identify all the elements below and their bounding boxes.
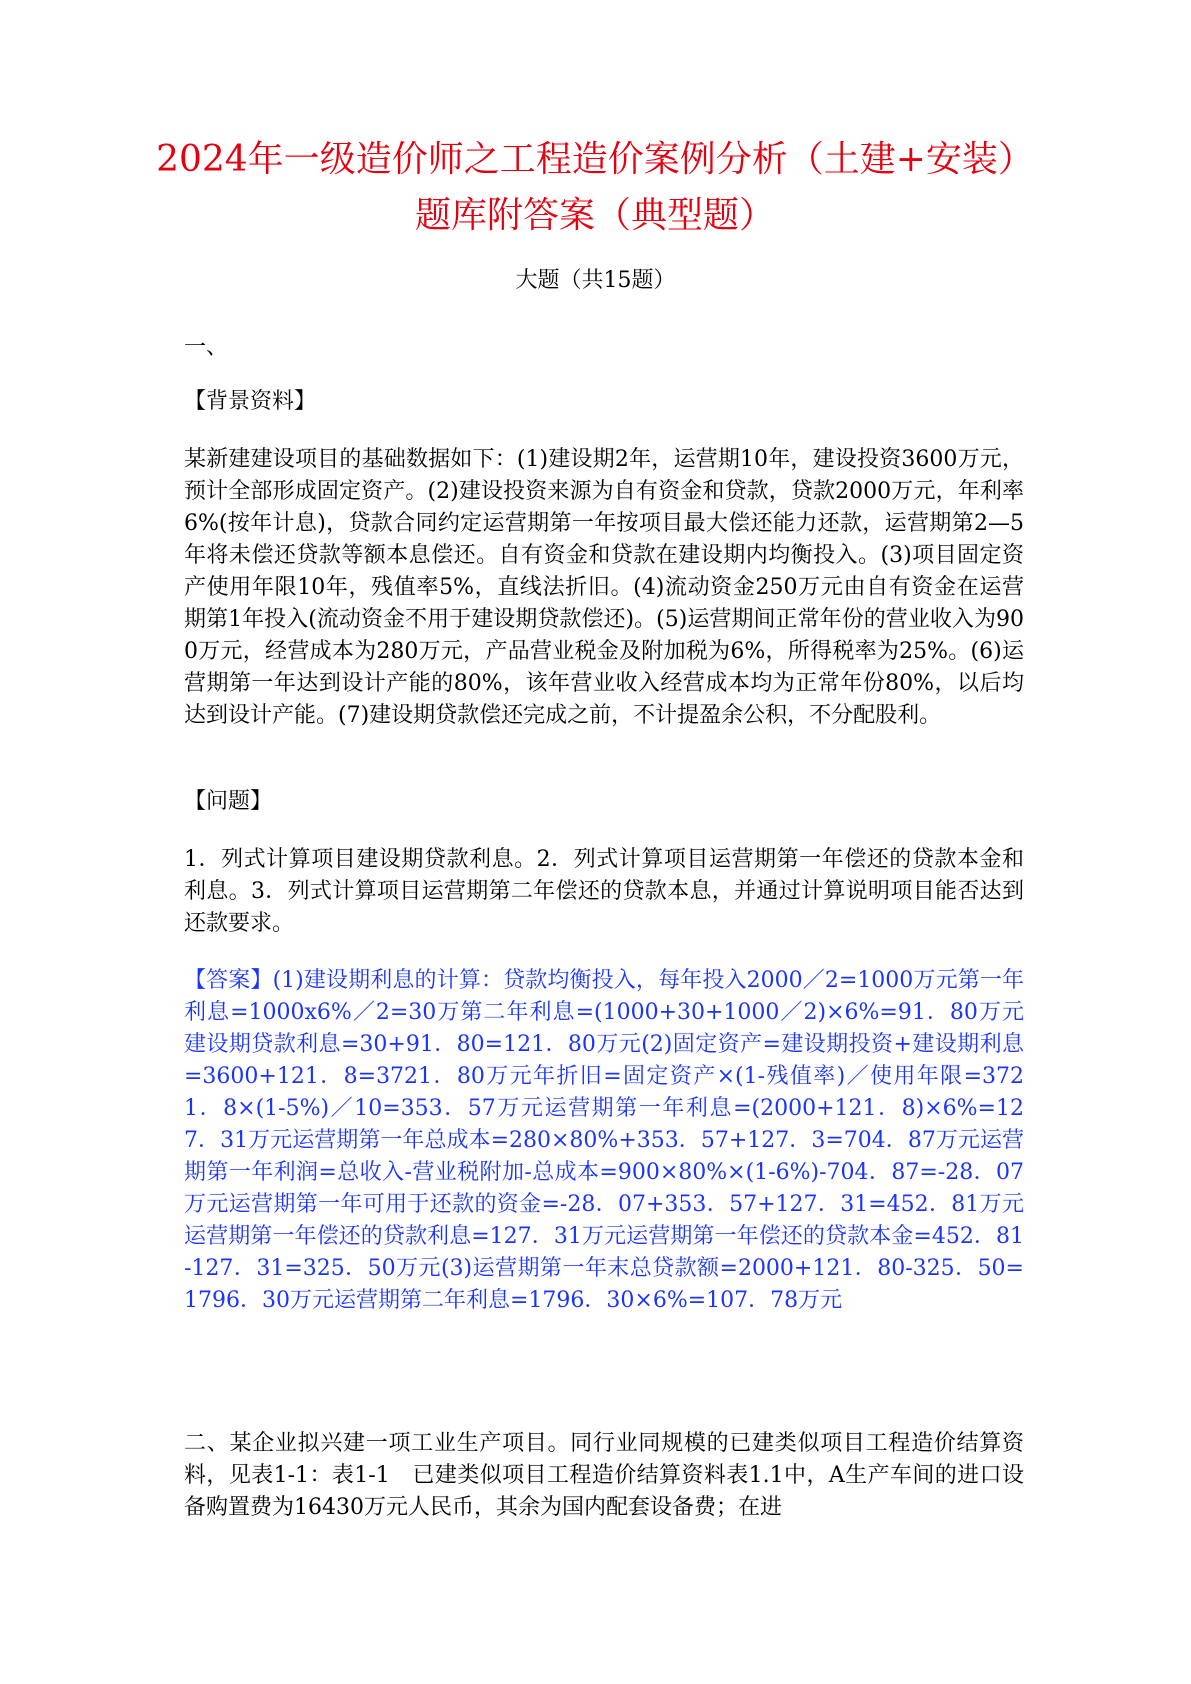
answer-text: (1)建设期利息的计算：贷款均衡投入，每年投入2000／2=1000万元第一年利息=1000x6%／2=30万第二年利息=(1000+30+1000／2)×6%=91．80万元建设期贷款利息=30+91．80=121．80万元(2)固定资产=建设期投资+建设期利息=3600+121．8=3721．80万元年折旧=固定资产×(1-残值率)／使用年限=3721．8×(1-5%)／10=353．57万元运营期第一年利息=(2000+121．8)×6%=127．31万元运营期第一年总成本=280×80%+353．57+127．3=704．87万元运营期第一年利润=总收入-营业税附加-总成本=900×80%×(1-6%)-704．87=-28．07万元运营期第一年可用于还款的资金=-28．07+353．57+127．31=452．81万元运营期第一年偿还的贷款利息=127．31万元运营期第一年偿还的贷款本金=452．81-127．31=325．50万元(3)运营期第一年末总贷款额=2000+121．80-325．50=1796．30万元运营期第二年利息=1796．30×6%=107．78万元 (184, 968, 1024, 1313)
question-number-1: 一、 (184, 335, 229, 360)
question-2-text: 二、某企业拟兴建一项工业生产项目。同行业同规模的已建类似项目工程造价结算资料，见表1-1：表1-1 已建类似项目工程造价结算资料表1.1中，A生产车间的进口设备购置费为16430万元人民币，其余为国内配套设备费；在进 (184, 1431, 1024, 1520)
section-subtitle: 大题（共15题） (515, 268, 676, 293)
answer-tag: 【答案】 (184, 968, 273, 993)
question-text: 1．列式计算项目建设期贷款利息。2．列式计算项目运营期第一年偿还的贷款本金和利息。3．列式计算项目运营期第二年偿还的贷款本息，并通过计算说明项目能否达到还款要求。 (184, 847, 1024, 936)
background-header: 【背景资料】 (184, 389, 317, 414)
question-header: 【问题】 (184, 789, 273, 814)
document-title: 2024年一级造价师之工程造价案例分析（土建+安装）题库附答案（典型题） (156, 139, 1034, 236)
answer-paragraph (184, 965, 1024, 1317)
background-text: 某新建建设项目的基础数据如下：(1)建设期2年，运营期10年，建设投资3600万元，预计全部形成固定资产。(2)建设投资来源为自有资金和贷款，贷款2000万元，年利率6%(按年计息)，贷款合同约定运营期第一年按项目最大偿还能力还款，运营期第2—5年将未偿还贷款等额本息偿还。自有资金和贷款在建设期内均衡投入。(3)项目固定资产使用年限10年，残值率5%，直线法折旧。(4)流动资金250万元由自有资金在运营期第1年投入(流动资金不用于建设期贷款偿还)。(5)运营期间正常年份的营业收入为900万元，经营成本为280万元，产品营业税金及附加税为6%，所得税率为25%。(6)运营期第一年达到设计产能的80%，该年营业收入经营成本均为正常年份80%，以后均达到设计产能。(7)建设期贷款偿还完成之前，不计提盈余公积，不分配股利。 (184, 447, 1024, 728)
